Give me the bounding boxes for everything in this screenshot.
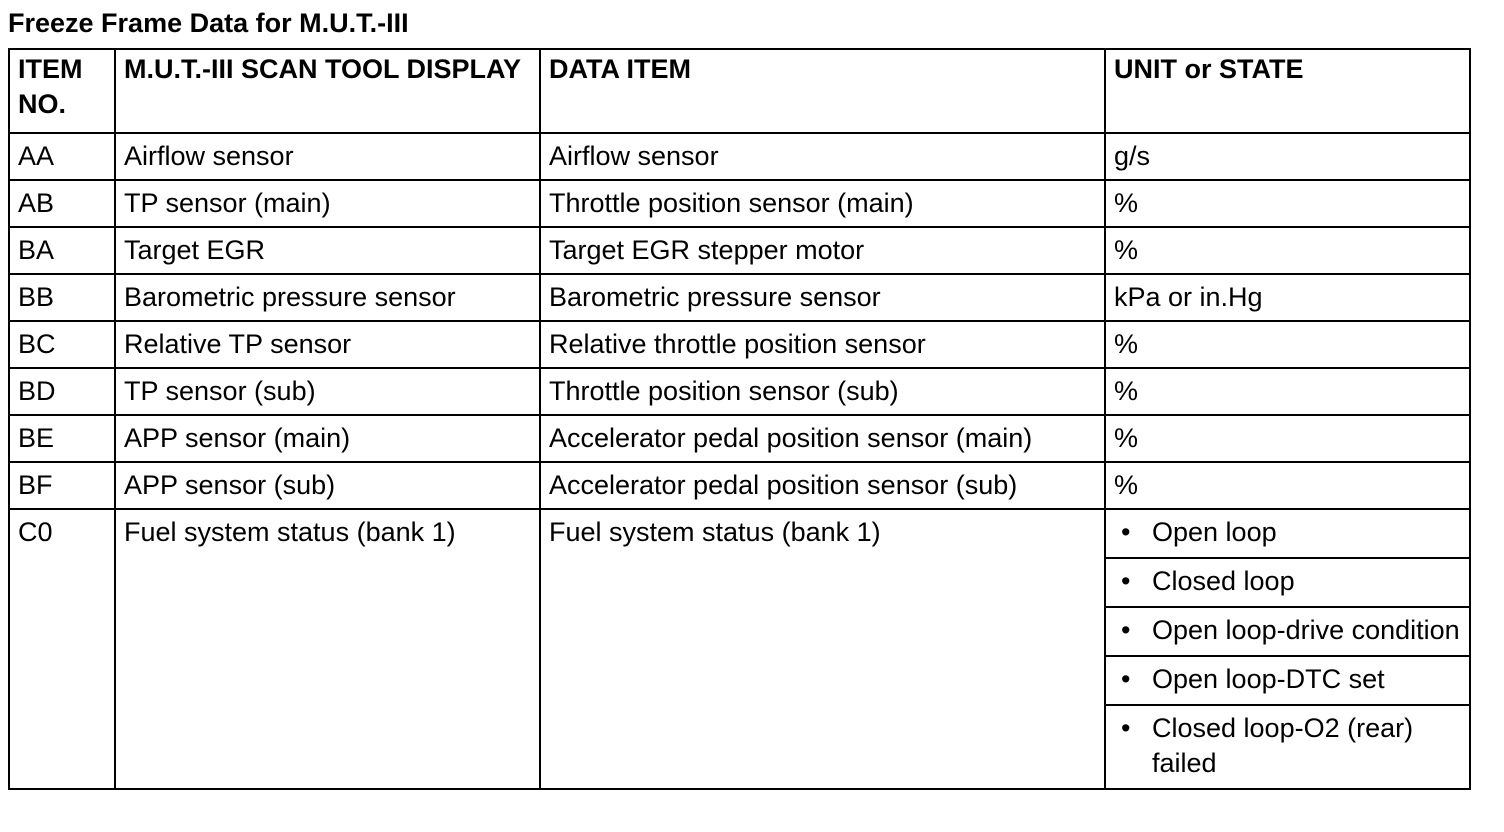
unit-cell: kPa or in.Hg bbox=[1105, 274, 1470, 321]
list-item bbox=[1106, 704, 1469, 788]
data-item-cell: Fuel system status (bank 1) bbox=[540, 509, 1105, 789]
data-item-cell: Throttle position sensor (sub) bbox=[540, 368, 1105, 415]
page-title: Freeze Frame Data for M.U.T.-III bbox=[8, 8, 409, 38]
item-no-cell: BC bbox=[9, 321, 115, 368]
display-cell: Target EGR bbox=[115, 227, 540, 274]
display-cell: TP sensor (main) bbox=[115, 180, 540, 227]
state-list bbox=[1106, 510, 1469, 788]
state-label: Open loop-DTC set bbox=[1152, 664, 1385, 694]
list-item bbox=[1106, 510, 1469, 557]
data-item-cell: Airflow sensor bbox=[540, 133, 1105, 180]
unit-cell: % bbox=[1105, 415, 1470, 462]
header-scan-tool-display: M.U.T.-III SCAN TOOL DISPLAY bbox=[115, 49, 540, 133]
unit-cell: g/s bbox=[1105, 133, 1470, 180]
item-no-cell: BD bbox=[9, 368, 115, 415]
display-cell: APP sensor (main) bbox=[115, 415, 540, 462]
table-header-row bbox=[9, 49, 1470, 133]
state-label: Open loop bbox=[1152, 517, 1277, 547]
display-cell: TP sensor (sub) bbox=[115, 368, 540, 415]
table-row bbox=[9, 462, 1470, 509]
bullet-icon: • bbox=[1121, 566, 1131, 596]
table-row bbox=[9, 274, 1470, 321]
state-label: Closed loop bbox=[1152, 566, 1295, 596]
data-item-cell: Accelerator pedal position sensor (sub) bbox=[540, 462, 1105, 509]
list-item bbox=[1106, 606, 1469, 655]
display-cell: APP sensor (sub) bbox=[115, 462, 540, 509]
bullet-icon: • bbox=[1121, 517, 1131, 547]
data-item-cell: Accelerator pedal position sensor (main) bbox=[540, 415, 1105, 462]
display-cell: Relative TP sensor bbox=[115, 321, 540, 368]
display-cell: Airflow sensor bbox=[115, 133, 540, 180]
table-row-fuel-system bbox=[9, 509, 1470, 789]
table-row bbox=[9, 415, 1470, 462]
table-row bbox=[9, 180, 1470, 227]
table-row bbox=[9, 368, 1470, 415]
header-data-item: DATA ITEM bbox=[540, 49, 1105, 133]
header-item-no: ITEM NO. bbox=[9, 49, 115, 133]
item-no-cell: AB bbox=[9, 180, 115, 227]
item-no-cell: BB bbox=[9, 274, 115, 321]
table-row bbox=[9, 133, 1470, 180]
item-no-cell: BA bbox=[9, 227, 115, 274]
display-cell: Barometric pressure sensor bbox=[115, 274, 540, 321]
item-no-cell: BE bbox=[9, 415, 115, 462]
bullet-icon: • bbox=[1121, 713, 1131, 743]
freeze-frame-table bbox=[8, 48, 1471, 790]
list-item bbox=[1106, 655, 1469, 704]
bullet-icon: • bbox=[1121, 664, 1131, 694]
state-cell bbox=[1105, 509, 1470, 789]
unit-cell: % bbox=[1105, 180, 1470, 227]
unit-cell: % bbox=[1105, 227, 1470, 274]
state-label: Closed loop-O2 (rear) failed bbox=[1152, 713, 1414, 778]
table-row bbox=[9, 227, 1470, 274]
bullet-icon: • bbox=[1121, 615, 1131, 645]
unit-cell: % bbox=[1105, 462, 1470, 509]
data-item-cell: Barometric pressure sensor bbox=[540, 274, 1105, 321]
item-no-cell: C0 bbox=[9, 509, 115, 789]
unit-cell: % bbox=[1105, 321, 1470, 368]
header-unit-or-state: UNIT or STATE bbox=[1105, 49, 1470, 133]
data-item-cell: Relative throttle position sensor bbox=[540, 321, 1105, 368]
data-item-cell: Target EGR stepper motor bbox=[540, 227, 1105, 274]
state-label: Open loop-drive condition bbox=[1152, 615, 1460, 645]
item-no-cell: AA bbox=[9, 133, 115, 180]
list-item bbox=[1106, 557, 1469, 606]
data-item-cell: Throttle position sensor (main) bbox=[540, 180, 1105, 227]
item-no-cell: BF bbox=[9, 462, 115, 509]
table-row bbox=[9, 321, 1470, 368]
unit-cell: % bbox=[1105, 368, 1470, 415]
display-cell: Fuel system status (bank 1) bbox=[115, 509, 540, 789]
